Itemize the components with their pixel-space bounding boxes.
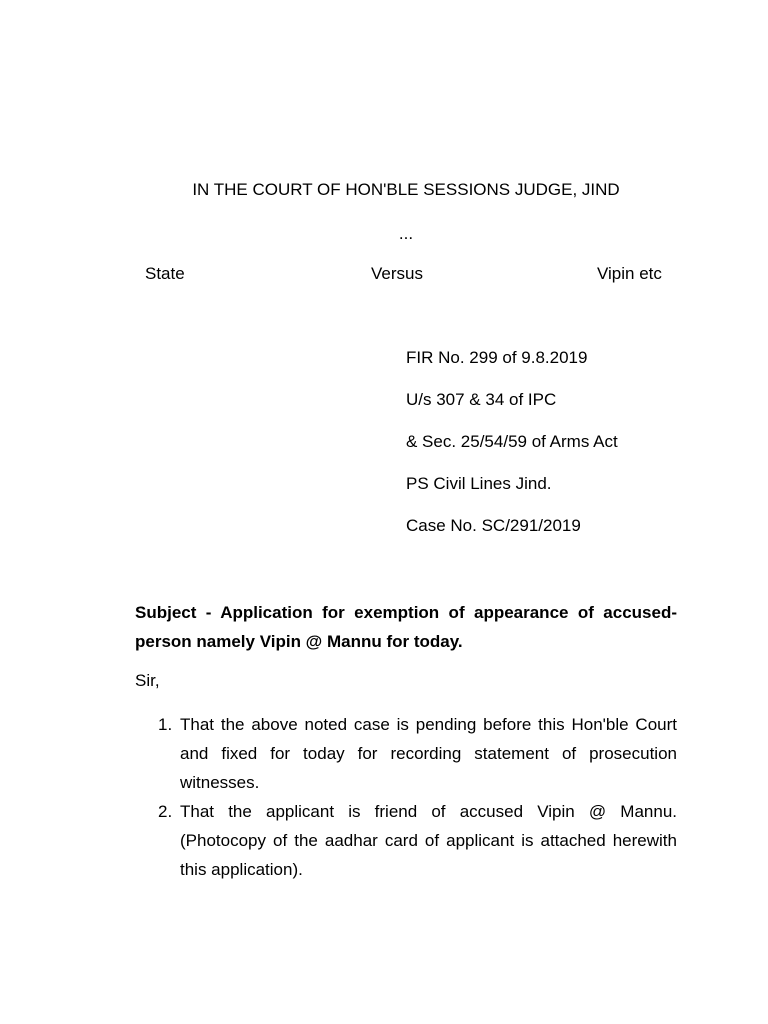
point-number: 2. — [158, 802, 173, 821]
party-versus: Versus — [371, 264, 423, 283]
case-number: Case No. SC/291/2019 — [406, 516, 581, 535]
title-separator: ... — [398, 224, 414, 243]
party-accused: Vipin etc — [597, 264, 662, 283]
arms-act-sections: & Sec. 25/54/59 of Arms Act — [406, 432, 618, 451]
case-details-block — [406, 347, 618, 557]
police-station: PS Civil Lines Jind. — [406, 474, 552, 493]
subject-line: Subject - Application for exemption of appearance of accused-person namely Vipin @ Mannu for today. — [135, 603, 677, 651]
salutation: Sir, — [135, 671, 160, 690]
point-text: That the above noted case is pending before this Hon'ble Court and fixed for today for recording statement of prosecution witnesses. — [180, 715, 677, 792]
point-number: 1. — [158, 715, 173, 734]
fir-number: FIR No. 299 of 9.8.2019 — [406, 348, 588, 367]
party-state: State — [145, 264, 185, 283]
point-text: That the applicant is friend of accused Vipin @ Mannu. (Photocopy of the aadhar card of applicant is attached herewith this application). — [180, 802, 677, 879]
list-item — [135, 797, 677, 884]
court-title: IN THE COURT OF HON'BLE SESSIONS JUDGE, JIND — [192, 180, 620, 199]
numbered-points-list — [135, 710, 677, 884]
list-item — [135, 710, 677, 797]
ipc-sections: U/s 307 & 34 of IPC — [406, 390, 557, 409]
